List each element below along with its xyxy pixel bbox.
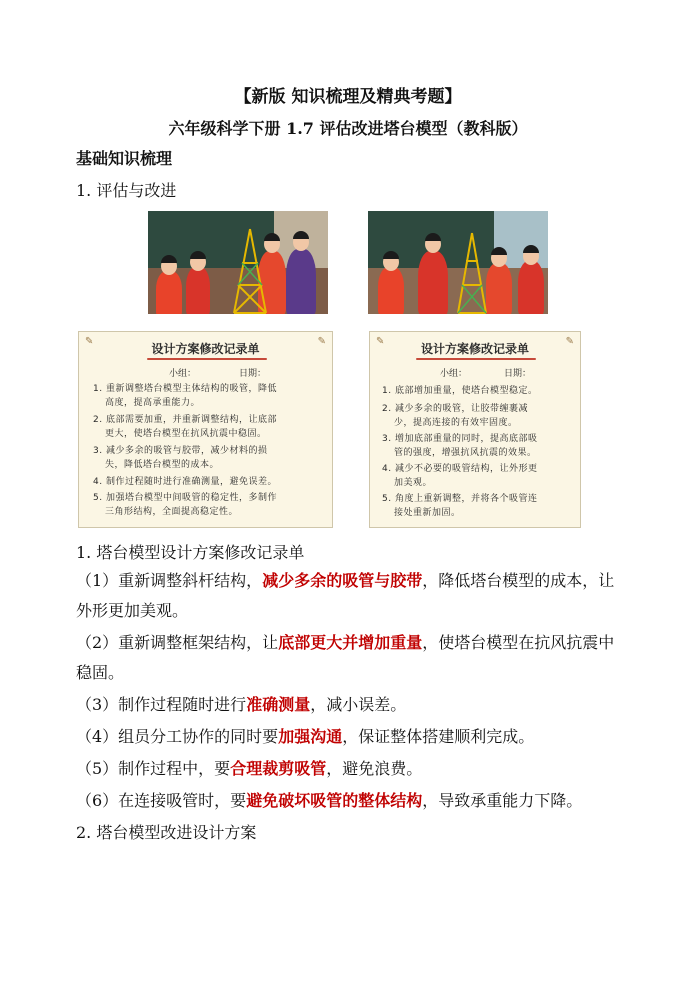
record-item: 3. 增加底部重量的同时，提高底部吸 管的强度，增强抗风抗震的效果。 xyxy=(382,434,538,458)
record-item: 5. 角度上重新调整，并将各个吸管连 接处重新加固。 xyxy=(382,494,538,518)
card-title: 设计方案修改记录单 xyxy=(420,342,529,356)
record-item: 1. 重新调整塔台模型主体结构的吸管，降低 高度，提高承重能力。 xyxy=(93,384,277,408)
classroom-photo-2 xyxy=(368,211,548,314)
record-item: 4. 减少不必要的吸管结构，让外形更 加美观。 xyxy=(382,464,538,488)
paragraph-4: （4）组员分工协作的同时要加强沟通，保证整体搭建顺利完成。 xyxy=(76,727,535,746)
pencil-icon: ✎ xyxy=(565,336,574,347)
highlight-text: 底部更大并增加重量 xyxy=(278,633,423,652)
highlight-text: 合理裁剪吸管 xyxy=(230,759,327,778)
paragraph-6: （6）在连接吸管时，要避免破坏吸管的整体结构，导致承重能力下降。 xyxy=(76,791,583,810)
tower-model-icon xyxy=(226,225,274,314)
record-item: 4. 制作过程随时进行准确测量，避免误差。 xyxy=(93,477,277,487)
revision-record-card-2 xyxy=(369,331,581,528)
pencil-icon: ✎ xyxy=(85,336,94,347)
tower-model-icon xyxy=(452,229,492,314)
revision-record-card-1 xyxy=(78,331,333,528)
record-item: 1. 底部增加重量，使塔台模型稳定。 xyxy=(382,386,538,396)
classroom-photo-1 xyxy=(148,211,328,314)
doc-subtitle: 六年级科学下册 1.7 评估改进塔台模型（教科版） xyxy=(168,119,528,138)
group-label: 小组： xyxy=(440,369,468,379)
section-1-heading: 1. 评估与改进 xyxy=(76,181,177,200)
date-label: 日期： xyxy=(239,369,267,379)
doc-title: 【新版 知识梳理及精典考题】 xyxy=(234,87,462,107)
paragraph-3: （3）制作过程随时进行准确测量，减小误差。 xyxy=(76,695,407,714)
section-1-2-heading: 2. 塔台模型改进设计方案 xyxy=(76,823,257,842)
highlight-text: 减少多余的吸管与胶带 xyxy=(262,571,423,590)
paragraph-5: （5）制作过程中，要合理裁剪吸管，避免浪费。 xyxy=(76,759,423,778)
record-item: 2. 底部需要加重，并重新调整结构，让底部 更大，使塔台模型在抗风抗震中稳固。 xyxy=(93,415,277,439)
group-label: 小组： xyxy=(169,369,197,379)
pencil-icon: ✎ xyxy=(317,336,326,347)
highlight-text: 加强沟通 xyxy=(278,727,343,746)
section-basics: 基础知识梳理 xyxy=(76,149,173,168)
title-underline xyxy=(147,358,267,360)
highlight-text: 准确测量 xyxy=(246,695,311,714)
title-underline xyxy=(416,358,536,360)
paragraph-2: （2）重新调整框架结构，让底部更大并增加重量，使塔台模型在抗风抗震中 稳固。 xyxy=(76,633,615,682)
card-title: 设计方案修改记录单 xyxy=(151,342,260,356)
paragraph-1: （1）重新调整斜杆结构，减少多余的吸管与胶带，降低塔台模型的成本，让 外形更加美观。 xyxy=(76,571,615,620)
record-item: 5. 加强塔台模型中间吸管的稳定性，多制作 三角形结构，全面提高稳定性。 xyxy=(93,493,277,517)
highlight-text: 避免破坏吸管的整体结构 xyxy=(246,791,423,810)
section-1-1-heading: 1. 塔台模型设计方案修改记录单 xyxy=(76,543,305,562)
record-item: 2. 减少多余的吸管，让胶带缠裹减 少，提高连接的有效牢固度。 xyxy=(382,404,528,428)
record-item: 3. 减少多余的吸管与胶带，减少材料的损 失，降低塔台模型的成本。 xyxy=(93,446,268,470)
pencil-icon: ✎ xyxy=(376,336,385,347)
date-label: 日期： xyxy=(504,369,532,379)
